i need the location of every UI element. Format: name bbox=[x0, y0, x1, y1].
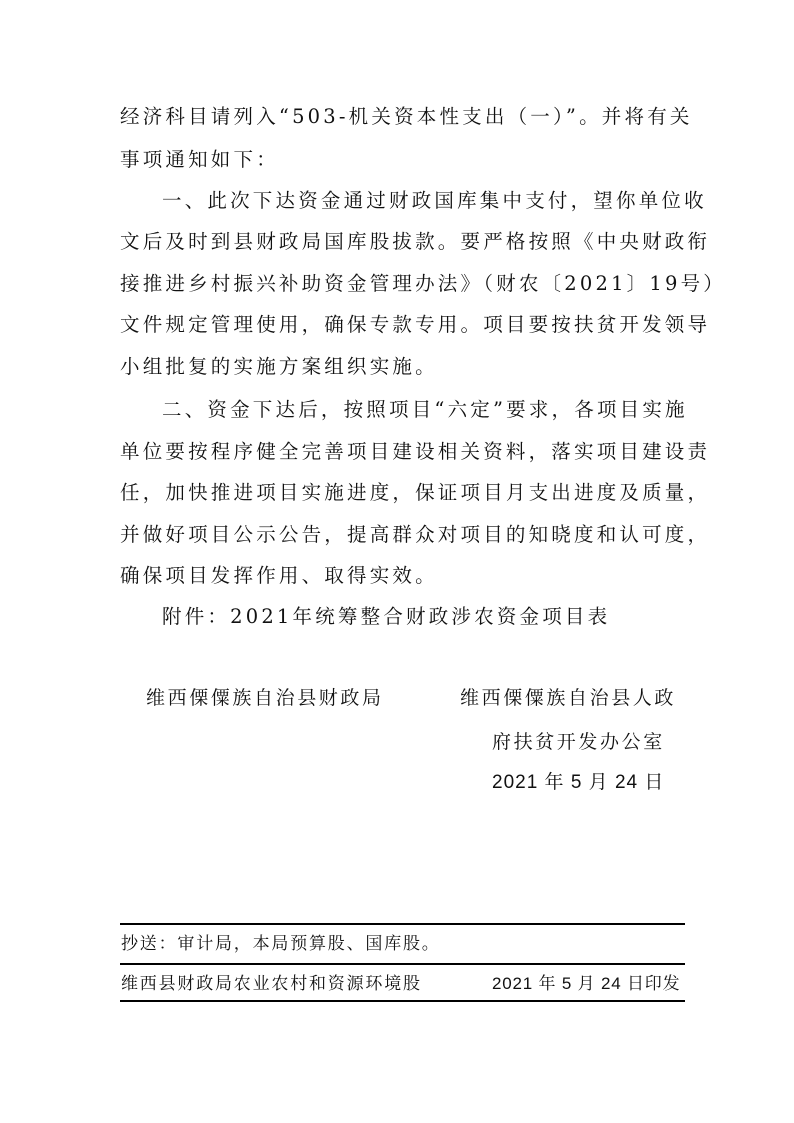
signature-right-org-line2: 府扶贫开发办公室 bbox=[492, 731, 665, 753]
section-one-line: 文件规定管理使用，确保专款专用。项目要按扶贫开发领导 bbox=[120, 313, 711, 336]
section-two-line: 单位要按程序健全完善项目建设相关资料，落实项目建设责 bbox=[120, 440, 711, 463]
section-two-line: 二、资金下达后，按照项目“六定”要求，各项目实施 bbox=[162, 398, 688, 421]
section-one-line: 文后及时到县财政局国库股拔款。要严格按照《中央财政衔 bbox=[120, 230, 711, 253]
section-two-line: 确保项目发挥作用、取得实效。 bbox=[120, 564, 438, 587]
footer-bottom-rule bbox=[120, 1000, 685, 1002]
signature-right-org-line1: 维西傈僳族自治县人政 bbox=[460, 687, 677, 709]
signature-date: 2021 年 5 月 24 日 bbox=[492, 772, 665, 793]
attachment-line: 附件：2021年统筹整合财政涉农资金项目表 bbox=[162, 605, 611, 628]
section-two-line: 并做好项目公示公告，提高群众对项目的知晓度和认可度， bbox=[120, 523, 711, 546]
section-two-line: 任，加快推进项目实施进度，保证项目月支出进度及质量， bbox=[120, 481, 711, 504]
section-one-line: 接推进乡村振兴补助资金管理办法》（财农〔2021〕19号） bbox=[120, 272, 726, 295]
signature-left-org: 维西傈僳族自治县财政局 bbox=[146, 687, 384, 709]
issuer: 维西县财政局农业农村和资源环境股 bbox=[121, 974, 422, 994]
issue-date: 2021 年 5 月 24 日印发 bbox=[492, 974, 681, 993]
cc-list: 抄送：审计局，本局预算股、国库股。 bbox=[121, 934, 441, 954]
body-line: 经济科目请列入“503-机关资本性支出（一）”。并将有关 bbox=[120, 105, 693, 128]
section-one-line: 一、此次下达资金通过财政国库集中支付，望你单位收 bbox=[162, 189, 707, 212]
body-line: 事项通知如下： bbox=[120, 148, 279, 171]
footer-top-rule bbox=[120, 923, 685, 925]
footer-middle-rule bbox=[120, 963, 685, 965]
section-one-line: 小组批复的实施方案组织实施。 bbox=[120, 355, 438, 378]
